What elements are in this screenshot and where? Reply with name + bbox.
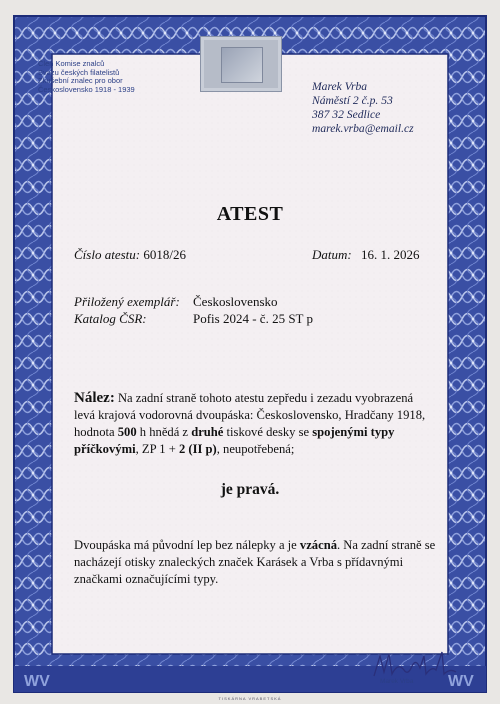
note-bold: vzácná bbox=[299, 537, 337, 552]
address-city: 387 32 Sedlice bbox=[312, 108, 381, 121]
svg-text:WV: WV bbox=[24, 673, 50, 690]
finding-text: , neupotřebená; bbox=[216, 442, 295, 456]
finding-text: Na zadní straně tohoto atestu zepředu i zezadu vyobrazená levá krajová vodorovná dvoupáska: Československo, Hradčany 1918, hodnota bbox=[74, 391, 426, 439]
issuer-block bbox=[38, 60, 135, 94]
finding-text: , ZP 1 + bbox=[135, 442, 179, 456]
note-text: Dvoupáska má původní lep bez nálepky a je bbox=[74, 537, 300, 552]
finding-text: tiskové desky se bbox=[223, 425, 313, 439]
certificate-number-label: Číslo atestu: bbox=[74, 247, 141, 262]
finding-text: h hnědá z bbox=[136, 425, 192, 439]
date-row bbox=[312, 247, 419, 263]
signature-name: Marek Vrba bbox=[380, 678, 414, 685]
finding-label: Nález: bbox=[74, 390, 115, 406]
note-text: . Na zadní straně se nacházejí otisky znaleckých značek Karásek a Vrba s přídavnými značkami označujícími typy. bbox=[74, 537, 436, 586]
address-name: Marek Vrba bbox=[312, 80, 368, 93]
sender-address bbox=[312, 80, 414, 136]
note-paragraph bbox=[74, 524, 439, 600]
exemplar-label: Přiložený exemplář: bbox=[74, 294, 180, 309]
document-title: ATEST bbox=[216, 203, 284, 225]
address-email: marek.vrba@email.cz bbox=[312, 122, 414, 135]
exemplar-value: Československo bbox=[193, 294, 278, 309]
svg-text:WV: WV bbox=[448, 673, 474, 690]
finding-paragraph bbox=[74, 390, 434, 458]
finding-bold: 500 bbox=[117, 425, 137, 439]
issuer-line: Svazu českých filatelistů bbox=[38, 67, 120, 77]
verdict: je pravá. bbox=[220, 481, 280, 498]
handwritten-signature bbox=[370, 648, 460, 682]
issuer-line: Člen Komise znalců bbox=[38, 59, 105, 68]
address-street: Náměstí 2 č.p. 53 bbox=[312, 94, 393, 107]
finding-bold: druhé bbox=[191, 425, 224, 439]
issuer-line: Československo 1918 - 1939 bbox=[38, 84, 135, 94]
issuer-line: Zkušební znalec pro obor bbox=[38, 76, 123, 86]
finding-bold: spojenými typy příčkovými bbox=[74, 425, 395, 456]
hologram-seal bbox=[200, 36, 282, 92]
finding-bold: 2 (II p) bbox=[178, 442, 217, 456]
catalog-label: Katalog ČSR: bbox=[74, 311, 147, 326]
date-value: 16. 1. 2026 bbox=[360, 247, 420, 262]
date-label: Datum: bbox=[312, 247, 352, 262]
certificate-number-row bbox=[74, 247, 186, 263]
printer-imprint: TISKÁRNA VRABETSKÁ bbox=[218, 696, 282, 701]
certificate-number: 6018/26 bbox=[143, 247, 186, 262]
catalog-value: Pofis 2024 - č. 25 ST p bbox=[193, 311, 314, 326]
